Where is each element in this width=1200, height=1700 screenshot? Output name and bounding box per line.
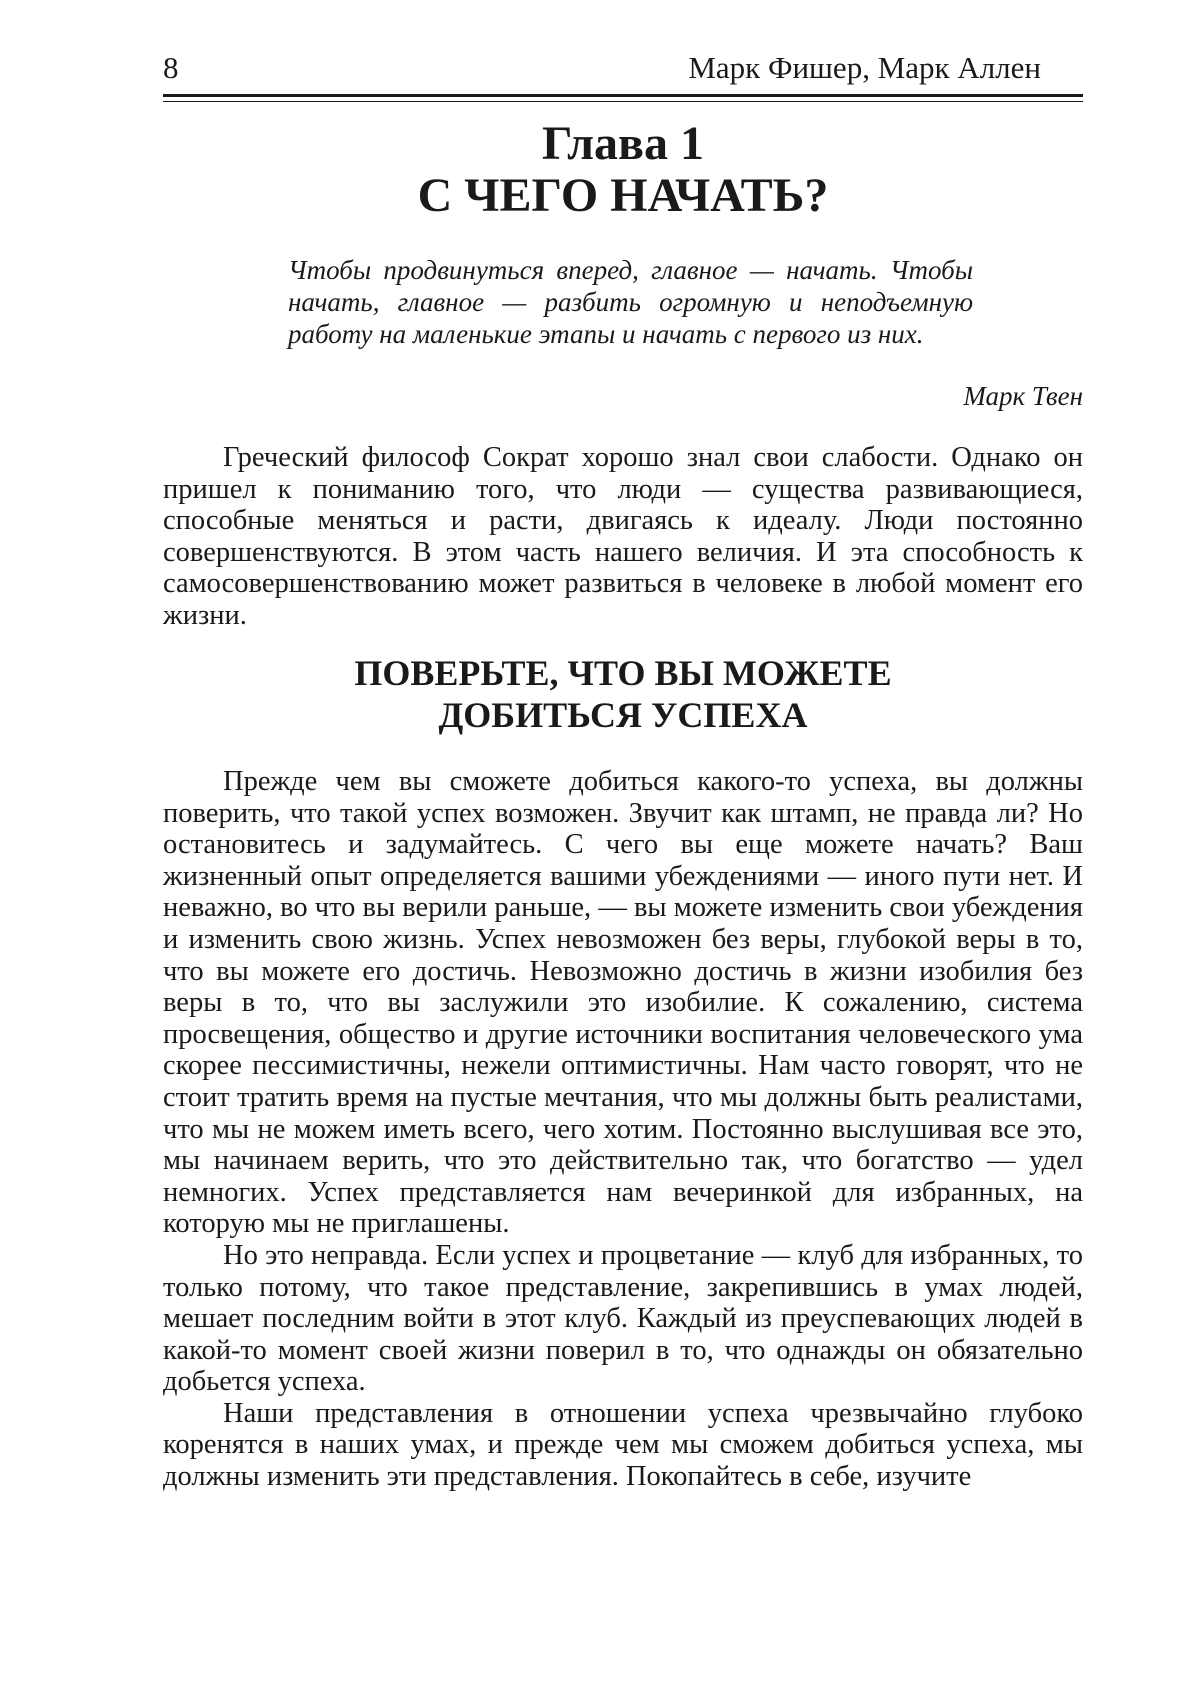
section-heading-line-1: ПОВЕРЬТЕ, ЧТО ВЫ МОЖЕТЕ [354, 653, 892, 693]
section-body [163, 766, 1083, 1493]
book-page [163, 0, 1083, 1700]
section-paragraph-1: Прежде чем вы сможете добиться какого-то успеха, вы должны поверить, что такой успех возможен. Звучит как штамп, не правда ли? Но остановитесь и задумайтесь. С чего вы еще можете начать? Ваш жизненный опыт определяется вашими убеждениями — иного пути нет. И неважно, во что вы верили раньше, — вы можете изменить свои убеждения и изменить свою жизнь. Успех невозможен без веры, глубокой веры в то, что вы можете его достичь. Невозможно достичь в жизни изобилия без веры в то, что вы заслужили это изобилие. К сожалению, система просвещения, общество и другие источники воспитания человеческого ума скорее пессимистичны, нежели оптимистичны. Нам часто говорят, что не стоит тратить время на пустые мечтания, что мы должны быть реалистами, что мы не можем иметь всего, чего хотим. Постоянно выслушивая все это, мы начинаем верить, что это действительно так, что богатство — удел немногих. Успех представляется нам вечеринкой для избранных, на которую мы не приглашены. [163, 766, 1083, 1240]
section-heading-line-2: ДОБИТЬСЯ УСПЕХА [438, 695, 808, 735]
running-header-authors: Марк Фишер, Марк Аллен [688, 50, 1041, 85]
header-rule-thick [163, 94, 1083, 97]
running-header [163, 48, 1083, 88]
page-number: 8 [163, 50, 179, 85]
section-paragraph-2: Но это неправда. Если успех и процветание — клуб для избранных, то только потому, что такое представление, закрепившись в умах людей, мешает последним войти в этот клуб. Каждый из преуспевающих людей в какой-то момент своей жизни поверил в то, что однажды он обязательно добьется успеха. [163, 1239, 1083, 1398]
section-paragraph-3: Наши представления в отношении успеха чрезвычайно глубоко коренятся в наших умах, и прежде чем мы сможем добиться успеха, мы должны изменить эти представления. Покопайтесь в себе, изучите [163, 1397, 1083, 1493]
chapter-title: С ЧЕГО НАЧАТЬ? [417, 169, 829, 222]
header-rule-thin [163, 101, 1083, 102]
section-heading [163, 652, 1083, 736]
epigraph-author: Марк Твен [963, 381, 1083, 411]
epigraph-text: Чтобы продвинуться вперед, главное — начать. Чтобы начать, главное — разбить огромную и неподъемную работу на маленькие этапы и начать с первого из них. [288, 255, 973, 349]
intro-text [163, 442, 1083, 632]
intro-paragraph: Греческий философ Сократ хорошо знал свои слабости. Однако он пришел к пониманию того, что люди — существа развивающиеся, способные меняться и расти, двигаясь к идеалу. Люди постоянно совершенствуются. В этом часть нашего величия. И эта способность к самосовершенствованию может развиться в человеке в любой момент его жизни. [163, 442, 1083, 631]
chapter-number: Глава 1 [542, 117, 704, 170]
